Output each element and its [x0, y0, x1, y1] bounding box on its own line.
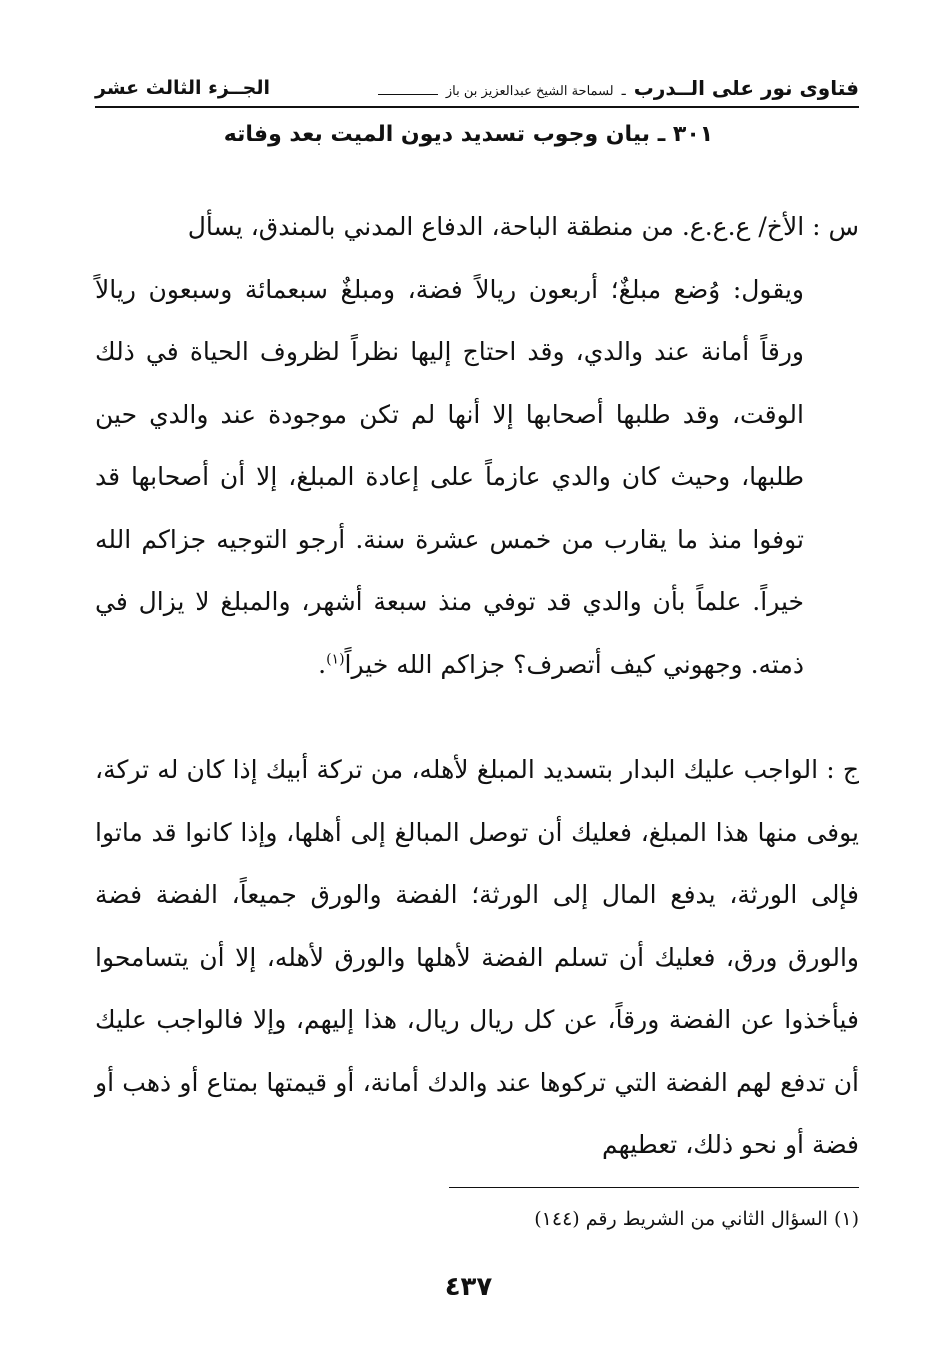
footnote-reference: (١) [326, 651, 345, 668]
answer-body: الواجب عليك البدار بتسديد المبلغ لأهله، من تركة أبيك إذا كان له تركة، يوفى منها هذا المبلغ، فعليك أن توصل المبالغ إلى أهلها، وإذا كانوا قد ماتوا فإلى الورثة، يدفع المال إلى الورثة؛ الفضة والورق جميعاً، الفضة فضة والورق ورق، فعليك أن تسلم الفضة لأهلها والورق لأهله، إلا أن يتسامحوا فيأخذوا عن الفضة ورقاً، عن كل ريال ريال، هذا إليهم، وإلا فالواجب عليك أن تدفع لهم الفضة التي تركوها عند والدك أمانة، أو قيمتها بمتاع أو ذهب أو فضة أو نحو ذلك، تعطيهم [95, 755, 859, 1159]
header-book-info [378, 76, 859, 100]
question-paragraph [95, 196, 859, 696]
question-body-block [95, 259, 859, 697]
book-title: فتاوى نور على الــدرب [633, 76, 859, 100]
answer-paragraph [95, 739, 859, 1177]
page-number: ٤٣٧ [444, 1272, 493, 1302]
running-header [95, 70, 859, 108]
header-dash: ـ [621, 83, 626, 99]
question-body: ويقول: وُضع مبلغٌ؛ أربعون ريالاً فضة، ومبلغٌ سبعمائة وسبعون ريالاً ورقاً أمانة عند والدي، وقد احتاج إليها نظراً لظروف الحياة في ذلك الوقت، وقد طلبها أصحابها إلا أنها لم تكن موجودة عند والدي حين طلبها، وحيث كان والدي عازماً على إعادة المبلغ، إلا أن أصحابها قد توفوا منذ ما يقارب من خمس عشرة سنة. أرجو التوجيه جزاكم الله خيراً. علماً بأن والدي قد توفي منذ سبعة أشهر، والمبلغ لا يزال في ذمته. وجهوني كيف أتصرف؟ جزاكم الله خيراً [95, 274, 804, 679]
footnote-divider [449, 1187, 859, 1188]
footnote: (١) السؤال الثاني من الشريط رقم (١٤٤) [534, 1208, 859, 1230]
answer-marker: ج : [826, 755, 859, 784]
question-marker: س : [812, 212, 859, 241]
volume-part: الجــزء الثالث عشر [95, 77, 271, 99]
question-lead [188, 212, 859, 241]
fatwa-title: ٣٠١ ـ بيان وجوب تسديد ديون الميت بعد وفاته [223, 122, 714, 147]
question-end: . [318, 649, 327, 679]
question-first-line: الأخ/ ع.ع.ع. من منطقة الباحة، الدفاع المدني بالمندق، يسأل [187, 212, 805, 241]
author-name: لسماحة الشيخ عبدالعزيز بن باز [445, 84, 614, 99]
header-separator-line [378, 86, 438, 95]
